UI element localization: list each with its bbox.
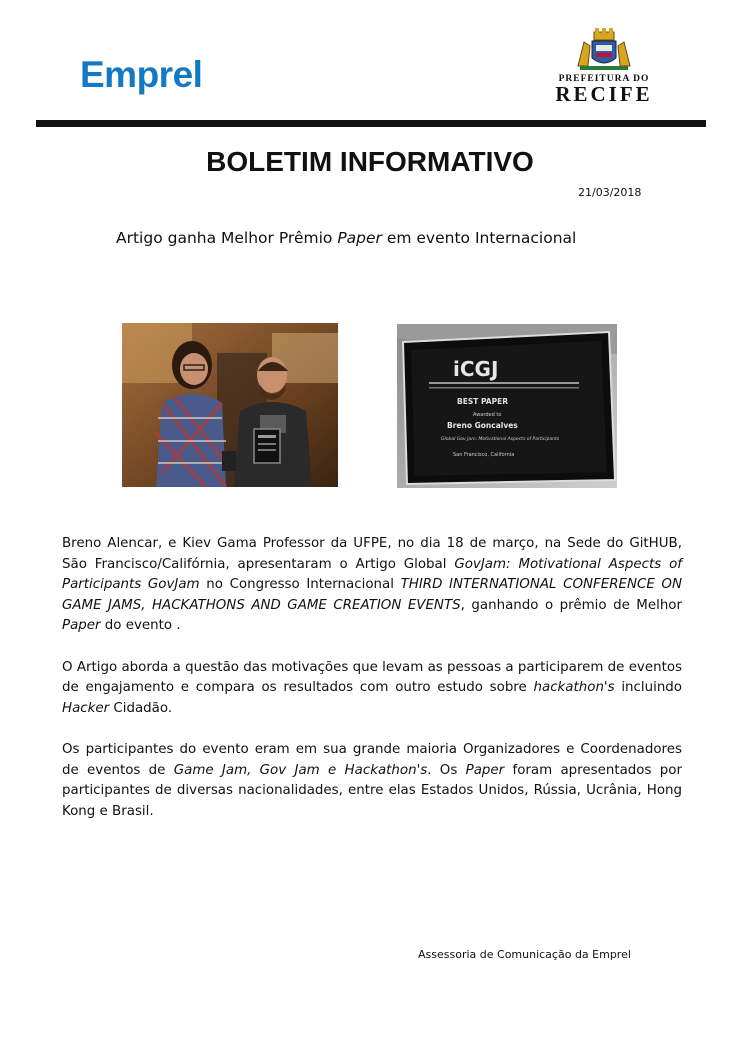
p3-s3: . Os: [427, 762, 466, 778]
paragraph-2: [62, 658, 682, 720]
article-body: [62, 534, 682, 843]
p3-s1: Os participantes do evento eram em sua grande maioria Organizadores e Coordenadores de eventos de: [62, 742, 682, 778]
p1-s1: Breno Alencar, e Kiev Gama Professor da UFPE, no dia 18 de março, na Sede do GitHUB, São Francisco/Califórnia, apresentaram o Artigo Global: [62, 536, 682, 572]
p1-s5: , ganhando o prêmio de Melhor: [460, 597, 682, 613]
p2-s3: incluindo: [614, 680, 683, 695]
plaque-brand: iCGJ: [453, 357, 499, 381]
plaque-award: BEST PAPER: [457, 397, 508, 406]
p3-s5: foram apresentados por participantes de diversas nacionalidades, entre elas Estados Unidos, Rússia, Ucrânia, Hong Kong e Brasil.: [62, 762, 682, 819]
p1-s3: no Congresso Internacional: [199, 577, 401, 592]
p1-s2: GovJam: Motivational Aspects of Participants GovJam: [62, 556, 682, 592]
plaque-place: San Francisco, California: [453, 452, 515, 458]
headline-paper: Paper: [337, 229, 382, 247]
p2-s4: Hacker: [62, 700, 110, 716]
headline-part-a: Artigo ganha Melhor Prêmio: [116, 229, 338, 247]
photo-award-winners: [122, 323, 338, 487]
header-rule: [36, 120, 706, 127]
p2-s5: Cidadão.: [109, 700, 173, 716]
emprel-logo: Emprel: [80, 54, 203, 95]
date: 21/03/2018: [578, 186, 642, 199]
plaque-name: Breno Goncalves: [447, 421, 518, 430]
p2-s1: O Artigo aborda a questão das motivações que levam as pessoas a participarem de eventos de engajamento e compara os resultados com outro estudo sobre: [62, 659, 682, 695]
headline-part-c: em evento Internacional: [381, 229, 577, 247]
signature: Assessoria de Comunicação da Emprel: [418, 948, 631, 961]
photo-award-plaque: [397, 324, 617, 488]
plaque-paper: Global Gov Jam: Motivational Aspects of Participants: [441, 437, 560, 442]
page-title: BOLETIM INFORMATIVO: [206, 146, 534, 177]
p2-s2: hackathon's: [533, 680, 615, 695]
seal-top-text: PREFEITURA DO: [558, 74, 650, 84]
seal-bottom-text: RECIFE: [555, 82, 653, 106]
plaque-awarded-to: Awarded to: [473, 412, 502, 418]
paragraph-1: [62, 534, 682, 637]
p1-s7: do evento .: [100, 618, 181, 633]
paragraph-3: [62, 740, 682, 822]
prefeitura-recife-seal: [548, 28, 660, 104]
p1-s4: THIRD INTERNATIONAL CONFERENCE ON GAME JAMS, HACKATHONS AND GAME CREATION EVENTS: [62, 577, 682, 613]
p3-s2: Game Jam, Gov Jam e Hackathon's: [173, 762, 428, 778]
headline: [116, 229, 576, 247]
coat-of-arms-icon: [572, 28, 636, 72]
p1-s6: Paper: [62, 618, 101, 633]
p3-s4: Paper: [465, 762, 505, 778]
